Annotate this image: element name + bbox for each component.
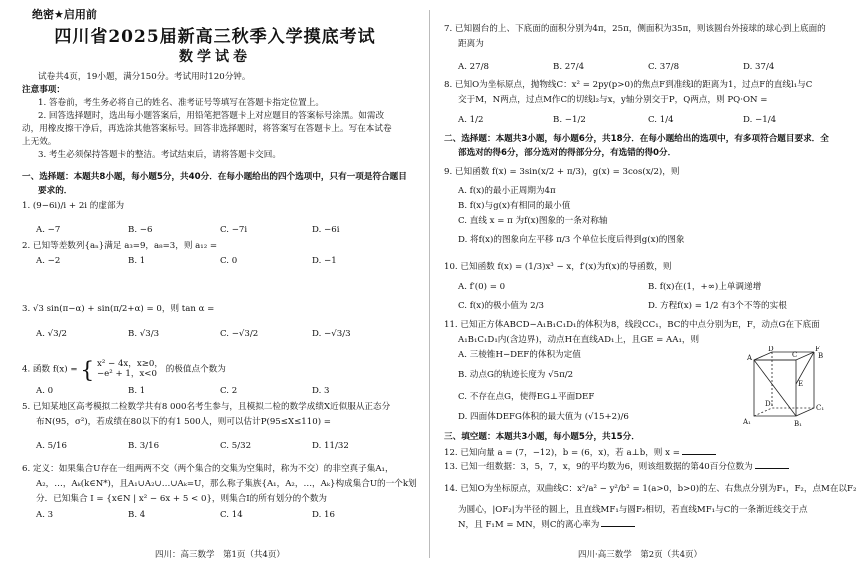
vertex-label: D₁ bbox=[765, 400, 774, 408]
q2-option: A. −2 bbox=[36, 256, 61, 266]
vertex-label: E bbox=[798, 380, 804, 388]
answer-blank bbox=[601, 526, 635, 527]
cube-figure bbox=[738, 346, 830, 430]
note-item: 2. 回答选择题时，选出每小题答案后，用铅笔把答题卡上对应题目的答案标号涂黑。如需改 bbox=[38, 111, 385, 121]
q9-option: A. f(x)的最小正周期为4π bbox=[458, 186, 556, 196]
column-divider bbox=[429, 10, 430, 558]
q4-option: B. 1 bbox=[128, 386, 146, 396]
q10-option: A. f′(0) = 0 bbox=[458, 282, 506, 292]
note-item: 1. 答卷前，考生务必将自己的姓名、准考证号等填写在答题卡指定位置上。 bbox=[38, 98, 324, 108]
q5-option: B. 3/16 bbox=[128, 441, 160, 451]
intro-text: 试卷共4页，19小题，满分150分。考试用时120分钟。 bbox=[38, 72, 251, 82]
q5-option: A. 5/16 bbox=[36, 441, 67, 451]
section1-heading: 一、选择题：本题共8小题，每小题5分，共40分．在每小题给出的四个选项中，只有一项是符合题目 bbox=[22, 172, 407, 182]
q8-option: A. 1/2 bbox=[458, 115, 484, 125]
q1-option: B. −6 bbox=[128, 225, 153, 235]
q3-option: C. −√3/2 bbox=[220, 329, 259, 339]
q7-option: B. 27/4 bbox=[553, 62, 585, 72]
q5-line: 5. 已知某地区高考模拟二检数学共有8 000名考生参与，且模拟二检的数学成绩X近似服从正态分 bbox=[22, 402, 391, 412]
q3-stem: 3. √3 sin(π−α) + sin(π/2+α) = 0，则 tan α = bbox=[22, 304, 215, 314]
q5-line: 布N(95，σ²)，若成绩在80以下的有1 500人，则可以估计P(95≤X≤110) = bbox=[36, 417, 331, 427]
q1-option: C. −7i bbox=[220, 225, 248, 235]
q8-option: D. −1/4 bbox=[743, 115, 777, 125]
q10-options-row1 bbox=[458, 280, 761, 292]
q6-option: C. 14 bbox=[220, 510, 243, 520]
q6-line: 分．已知集合 I = {x∈N | x² − 6x + 5 < 0}，则集合I的所有划分的个数为 bbox=[36, 494, 328, 504]
q10-option: D. 方程f(x) = 1/2 有3个不等的实根 bbox=[648, 301, 787, 311]
brace-icon: { bbox=[80, 358, 95, 384]
q6-line: A₂，…，Aₖ(k∈N*)，且A₁∪A₂∪…∪Aₖ=U，那么称子集族{A₁，A₂，…，Aₖ}构成集合U的一个k划 bbox=[36, 479, 417, 489]
q14-text: N，且 F₁M = MN，则C的离心率为 bbox=[458, 520, 600, 530]
q11-line: A₁B₁C₁D₁内(含边界)，动点H在直线AD₁上，且GE = AA₁，则 bbox=[458, 335, 700, 345]
q12-stem bbox=[444, 448, 716, 459]
cube-top-face bbox=[754, 352, 814, 360]
q11-option: C. 不存在点G，使得EG⊥平面DEF bbox=[458, 392, 595, 402]
q4-option: D. 3 bbox=[312, 386, 330, 396]
vertex-label: C₁ bbox=[816, 404, 825, 412]
vertex-label: A bbox=[747, 354, 753, 362]
q1-stem: 1. (9−6i)/i + 2i 的虚部为 bbox=[22, 201, 125, 211]
cube-diagonal bbox=[754, 360, 796, 416]
q3-option: B. √3/3 bbox=[128, 329, 160, 339]
page-footer-right: 四川·高三数学 第2页（共4页） bbox=[578, 550, 703, 560]
q5-options bbox=[36, 441, 349, 451]
q4-stem-start: 4. 函数 f(x) = bbox=[22, 364, 78, 375]
note-item: 动，用橡皮擦干净后，再选涂其他答案标号。回答非选择题时，将答案写在答题卡上。写在本试卷 bbox=[22, 124, 392, 134]
q10-option: C. f(x)的极小值为 2/3 bbox=[458, 301, 544, 311]
q7-option: A. 27/8 bbox=[458, 62, 489, 72]
q1-options bbox=[36, 225, 339, 235]
answer-blank bbox=[755, 468, 789, 469]
q4-stem-end: 的极值点个数为 bbox=[165, 364, 226, 375]
q10-options-row2 bbox=[458, 299, 787, 311]
q13-text: 13. 已知一组数据：3，5，7，x，9的平均数为6，则该组数据的第40百分位数为 bbox=[444, 462, 753, 472]
q6-option: A. 3 bbox=[36, 510, 54, 520]
q4-stem bbox=[22, 358, 226, 384]
q14-line-last bbox=[458, 520, 635, 531]
section2-heading: 二、选择题：本题共3小题，每小题6分，共18分．在每小题给出的选项中，有多项符合题目要求．全 bbox=[444, 134, 829, 144]
q9-stem: 9. 已知函数 f(x) = 3sin(x/2 + π/3)，g(x) = 3cos(x/2)，则 bbox=[444, 167, 680, 177]
section3-heading: 三、填空题：本题共3小题，每小题5分，共15分． bbox=[444, 432, 640, 442]
q5-option: D. 11/32 bbox=[312, 441, 349, 451]
q4-option: C. 2 bbox=[220, 386, 238, 396]
vertex-label: A₁ bbox=[743, 418, 751, 426]
q4-case: −e² + 1，x<0 bbox=[96, 369, 157, 379]
q4-cases bbox=[97, 359, 163, 379]
section1-heading-cont: 要求的． bbox=[38, 186, 73, 196]
q5-option: C. 5/32 bbox=[220, 441, 252, 451]
q14-line: 14. 已知O为坐标原点，双曲线C：x²/a² − y²/b² = 1(a>0，b>0)的左、右焦点分别为F₁，F₂，点M在以F₂ bbox=[444, 484, 857, 494]
exam-subtitle: 数学试卷 bbox=[179, 49, 251, 65]
q3-option: A. √3/2 bbox=[36, 329, 67, 339]
q11-option: D. 四面体DEFG体积的最大值为 (√15+2)/6 bbox=[458, 412, 629, 422]
q8-options bbox=[458, 115, 776, 125]
q8-line: 8. 已知O为坐标原点，抛物线C：x² = 2py(p>0)的焦点F到准线l的距离为1，过点F的直线l₁与C bbox=[444, 80, 813, 90]
q11-option: A. 三棱锥H−DEF的体积为定值 bbox=[458, 350, 581, 360]
q7-line: 距离为 bbox=[458, 39, 484, 49]
q7-option: D. 37/4 bbox=[743, 62, 775, 72]
q13-stem bbox=[444, 462, 789, 473]
q1-option: D. −6i bbox=[312, 225, 340, 235]
note-item: 上无效。 bbox=[22, 137, 57, 147]
q4-option: A. 0 bbox=[36, 386, 54, 396]
q6-option: B. 4 bbox=[128, 510, 146, 520]
q9-option: D. 将f(x)的图象向左平移 π/3 个单位长度后得到g(x)的图象 bbox=[458, 235, 685, 245]
q4-options bbox=[36, 386, 330, 396]
vertex-label: B₁ bbox=[794, 420, 802, 428]
note-item: 3. 考生必须保持答题卡的整洁。考试结束后，请将答题卡交回。 bbox=[38, 150, 281, 160]
secret-label: 绝密★启用前 bbox=[32, 8, 97, 21]
vertex-label: B bbox=[818, 352, 824, 360]
q2-option: D. −1 bbox=[312, 256, 337, 266]
vertex-label: D bbox=[768, 346, 774, 353]
q2-option: C. 0 bbox=[220, 256, 238, 266]
q9-option: B. f(x)与g(x)有相同的最小值 bbox=[458, 201, 571, 211]
q3-options bbox=[36, 329, 351, 339]
q14-line: 为圆心，|OF₂|为半径的圆上，且直线MF₁与圆F₂相切，若直线MF₁与C的一条渐近线交于点 bbox=[458, 505, 808, 515]
q6-options bbox=[36, 510, 335, 520]
q6-option: D. 16 bbox=[312, 510, 335, 520]
notes-heading: 注意事项： bbox=[22, 85, 65, 95]
q4-case: x² − 4x，x≥0， bbox=[96, 359, 163, 369]
q2-option: B. 1 bbox=[128, 256, 146, 266]
exam-title: 四川省2025届新高三秋季入学摸底考试 bbox=[54, 27, 376, 47]
vertex-label: F bbox=[815, 346, 820, 353]
q7-options bbox=[458, 62, 774, 72]
q7-line: 7. 已知圆台的上、下底面的面积分别为4π，25π，侧面积为35π，则该圆台外接球的球心到上底面的 bbox=[444, 24, 826, 34]
page-footer-left: 四川：高三数学 第1页（共4页） bbox=[155, 550, 285, 560]
q8-option: B. −1/2 bbox=[553, 115, 586, 125]
q9-option: C. 直线 x = π 为f(x)图象的一条对称轴 bbox=[458, 216, 608, 226]
q2-stem: 2. 已知等差数列{aₙ}满足 a₃=9，a₈=3，则 a₁₂ = bbox=[22, 241, 218, 251]
vertex-label: C bbox=[792, 351, 798, 359]
q3-option: D. −√3/3 bbox=[312, 329, 351, 339]
q7-option: C. 37/8 bbox=[648, 62, 680, 72]
section2-heading-cont: 部选对的得6分，部分选对的得部分分，有选错的得0分． bbox=[458, 148, 677, 158]
answer-blank bbox=[682, 454, 716, 455]
q8-line: 交于M，N两点，过点M作C的切线l₂与x，y轴分别交于P，Q两点，则 PQ·ON = bbox=[458, 95, 768, 105]
q10-stem: 10. 已知函数 f(x) = (1/3)x³ − x，f′(x)为f(x)的导函数，则 bbox=[444, 262, 672, 272]
q6-line: 6. 定义：如果集合U存在一组两两不交（两个集合的交集为空集时，称为不交）的非空真子集A₁， bbox=[22, 464, 394, 474]
q12-text: 12. 已知向量 a = (7，−12)，b = (6，x)，若 a⊥b，则 x = bbox=[444, 448, 680, 458]
q8-option: C. 1/4 bbox=[648, 115, 674, 125]
q1-option: A. −7 bbox=[36, 225, 61, 235]
q11-line: 11. 已知正方体ABCD−A₁B₁C₁D₁的体积为8，线段CC₁，BC的中点分别为E，F，动点G在下底面 bbox=[444, 320, 820, 330]
q10-option: B. f(x)在(1，+∞)上单调递增 bbox=[648, 282, 762, 292]
q2-options bbox=[36, 256, 337, 266]
q11-option: B. 动点G的轨迹长度为 √5π/2 bbox=[458, 370, 574, 380]
